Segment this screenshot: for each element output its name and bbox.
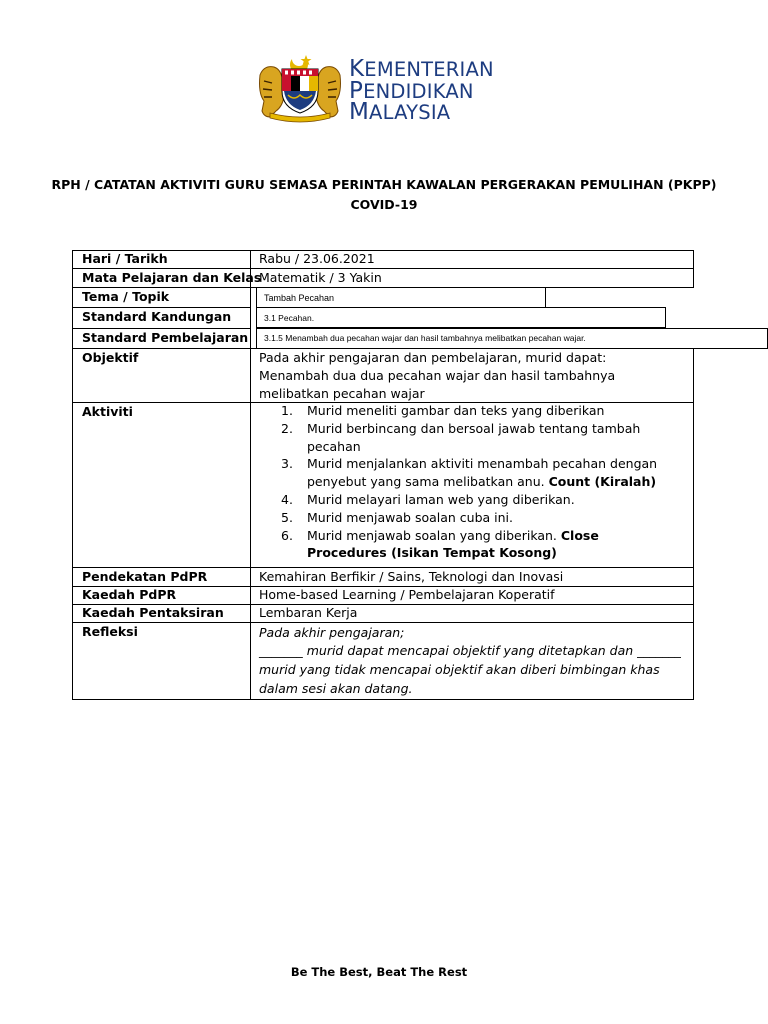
ministry-line-2-initial: P (349, 77, 364, 104)
document-title-line-1: RPH / CATATAN AKTIVITI GURU SEMASA PERINTAH KAWALAN PERGERAKAN PEMULIHAN (PKPP) (51, 177, 717, 192)
standard-pembelajaran-value: 3.1.5 Menambah dua pecahan wajar dan hasil tambahnya melibatkan pecahan wajar. (264, 333, 586, 343)
list-item-text: Murid menjalankan aktiviti menambah pecahan dengan penyebut yang sama melibatkan anu. (307, 456, 658, 490)
list-item (259, 420, 679, 456)
objektif-line-3: melibatkan pecahan wajar (259, 386, 425, 401)
kaedah-label: Kaedah PdPR (82, 587, 177, 602)
ministry-line-1-rest: EMENTERIAN (364, 58, 494, 81)
list-item-number: 6. (281, 527, 293, 543)
objektif-line-2: Menambah dua dua pecahan wajar dan hasil tambahnya (259, 368, 616, 383)
list-item-text: Murid meneliti gambar dan teks yang diberikan (307, 403, 605, 418)
list-item (259, 491, 679, 509)
pentaksiran-label: Kaedah Pentaksiran (82, 605, 224, 620)
list-item-emphasis: Count (Kiralah) (548, 474, 657, 490)
activity-list (259, 402, 679, 562)
document-title-line-2: COVID-19 (350, 197, 418, 212)
list-item-number: 1. (281, 403, 293, 418)
standard-pembelajaran-label: Standard Pembelajaran (82, 330, 249, 345)
hari-tarikh-value: Rabu / 23.06.2021 (259, 251, 375, 266)
aktiviti-label: Aktiviti (82, 404, 133, 419)
kaedah-value: Home-based Learning / Pembelajaran Koperatif (259, 587, 555, 602)
ministry-line-2-rest: ENDIDIKAN (363, 79, 474, 103)
list-item-number: 5. (281, 509, 293, 525)
pendekatan-value: Kemahiran Berfikir / Sains, Teknologi dan Inovasi (259, 569, 564, 584)
table-row-divider (72, 622, 694, 623)
table-border-right (693, 250, 694, 288)
lesson-plan-table (72, 250, 694, 700)
refleksi-line-4: dalam sesi akan datang. (259, 681, 413, 696)
standard-kandungan-value: 3.1 Pecahan. (264, 313, 315, 323)
tema-topik-label: Tema / Topik (82, 289, 170, 304)
refleksi-line-2: _______ murid dapat mencapai objektif yang ditetapkan dan _______ (259, 643, 681, 658)
content-standard-box (256, 307, 666, 328)
list-item-number: 2. (281, 420, 293, 436)
objektif-label: Objektif (82, 350, 139, 365)
list-item-number: 4. (281, 491, 293, 507)
list-item-number: 3. (281, 456, 293, 472)
table-border-right (693, 348, 694, 700)
ministry-line-3-initial: M (349, 99, 370, 125)
refleksi-line-3: murid yang tidak mencapai objektif akan diberi bimbingan khas (259, 662, 660, 677)
list-item-text: Murid menjawab soalan yang diberikan. (307, 527, 561, 543)
mata-pelajaran-label: Mata Pelajaran dan Kelas (82, 270, 262, 285)
table-column-divider (250, 250, 251, 700)
footer-motto: Be The Best, Beat The Rest (290, 965, 468, 979)
list-item (259, 402, 679, 420)
refleksi-label: Refleksi (82, 624, 138, 639)
ministry-line-1-initial: K (349, 56, 365, 82)
list-item (259, 509, 679, 527)
tema-topik-value: Tambah Pecahan (264, 293, 335, 303)
list-item (259, 527, 679, 563)
table-border-left (72, 250, 73, 700)
table-border-bottom (72, 699, 694, 700)
ministry-name (349, 56, 494, 125)
list-item-emphasis: Close Procedures (Isikan Tempat Kosong) (307, 527, 599, 561)
ministry-line-3-rest: ALAYSIA (369, 101, 451, 124)
malaysia-coat-of-arms-icon (254, 53, 346, 123)
list-item (259, 455, 679, 491)
pentaksiran-value: Lembaran Kerja (259, 605, 358, 620)
objektif-line-1: Pada akhir pengajaran dan pembelajaran, murid dapat: (259, 350, 607, 365)
standard-kandungan-label: Standard Kandungan (82, 309, 232, 324)
list-item-text: Murid menjawab soalan cuba ini. (307, 509, 513, 525)
list-item-text: Murid berbincang dan bersoal jawab tentang tambah pecahan (307, 420, 641, 454)
refleksi-line-1: Pada akhir pengajaran; (259, 625, 405, 640)
pendekatan-label: Pendekatan PdPR (82, 569, 208, 584)
list-item-text: Murid melayari laman web yang diberikan. (307, 491, 575, 507)
hari-tarikh-label: Hari / Tarikh (82, 251, 168, 266)
mata-pelajaran-value: Matematik / 3 Yakin (259, 270, 382, 285)
